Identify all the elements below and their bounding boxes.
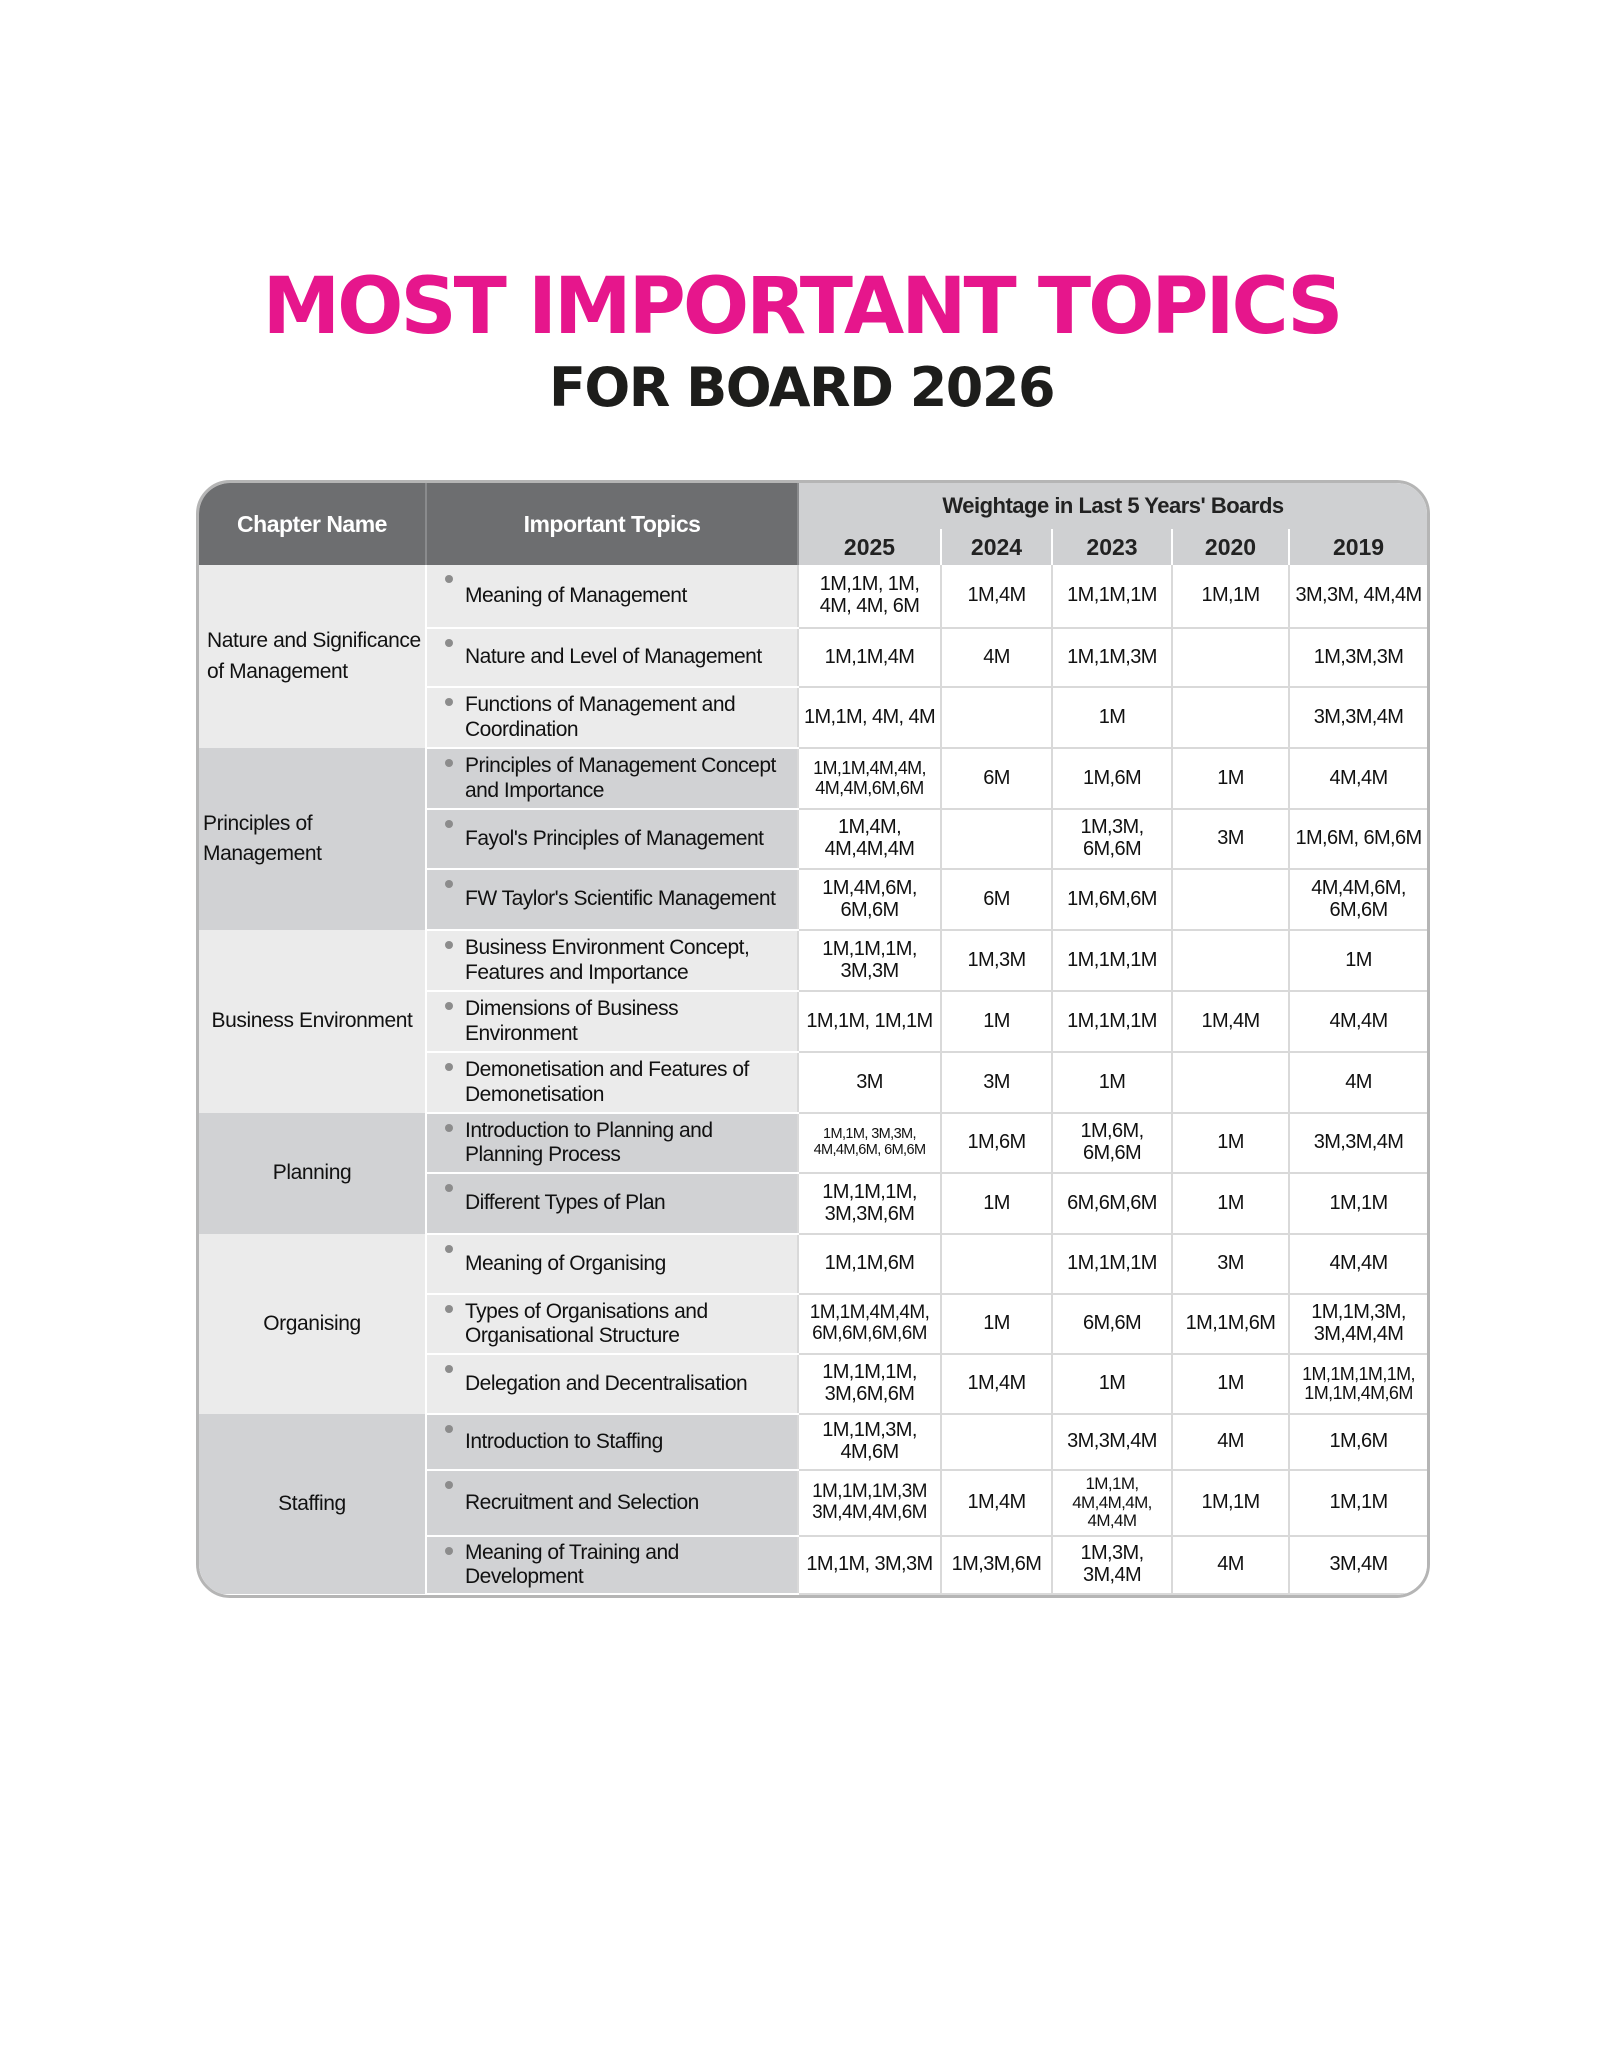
weightage-cell: 1M,6M, 6M,6M [1289,809,1427,869]
weightage-cell: 3M [941,1052,1052,1113]
weightage-cell: 1M,4M [941,565,1052,628]
year-header: 2019 [1289,529,1427,565]
weightage-cell: 1M [1052,1354,1172,1414]
weightage-cell: 1M [1172,748,1289,809]
bullet-icon [445,1002,453,1010]
weightage-cell: 1M [941,1173,1052,1234]
weightage-cell: 1M,4M [941,1354,1052,1414]
weightage-cell: 1M [1052,1052,1172,1113]
weightage-cell: 1M,4M, 4M,4M,4M [798,809,941,869]
weightage-cell: 1M,1M, 4M, 4M [798,687,941,748]
weightage-cell: 1M,1M,1M,1M, 1M,1M,4M,6M [1289,1354,1427,1414]
bullet-icon [445,1184,453,1192]
table-row [199,1414,1427,1470]
weightage-cell: 1M [1172,1173,1289,1234]
chapter-name: Principles of Management [199,748,426,930]
weightage-cell: 1M,1M, 3M,3M [798,1536,941,1594]
topic-cell: Introduction to Planning and Planning Process [426,1113,798,1173]
bullet-icon [445,759,453,767]
column-header-chapter: Chapter Name [199,483,426,565]
weightage-cell: 1M,1M,4M,4M, 6M,6M,6M,6M [798,1294,941,1354]
weightage-cell: 1M,1M, 3M,3M, 4M,4M,6M, 6M,6M [798,1113,941,1173]
bullet-icon [445,639,453,647]
weightage-cell: 1M,3M [941,930,1052,991]
weightage-cell: 1M [1052,687,1172,748]
weightage-cell: 1M,4M,6M, 6M,6M [798,869,941,930]
table-row [199,930,1427,991]
weightage-cell: 1M,1M,6M [1172,1294,1289,1354]
weightage-cell: 1M [941,1294,1052,1354]
weightage-cell: 1M,4M [1172,991,1289,1052]
weightage-cell: 1M,1M,1M [1052,1234,1172,1294]
weightage-cell [1172,628,1289,687]
column-header-topics: Important Topics [426,483,798,565]
weightage-cell: 4M,4M,6M, 6M,6M [1289,869,1427,930]
topic-cell: Dimensions of Business Environment [426,991,798,1052]
weightage-cell: 6M,6M,6M [1052,1173,1172,1234]
weightage-cell: 1M,3M,3M [1289,628,1427,687]
weightage-cell: 3M,3M,4M [1289,1113,1427,1173]
bullet-icon [445,1124,453,1132]
weightage-cell: 1M,1M,4M [798,628,941,687]
weightage-cell: 3M,3M,4M [1289,687,1427,748]
weightage-cell: 1M,1M [1172,565,1289,628]
chapter-name: Staffing [199,1414,426,1594]
weightage-cell: 3M [1172,1234,1289,1294]
weightage-cell: 1M,1M,1M, 3M,3M [798,930,941,991]
weightage-cell: 3M,4M [1289,1536,1427,1594]
page-title: MOST IMPORTANT TOPICS [262,262,1341,352]
weightage-cell [1172,869,1289,930]
weightage-cell: 1M,6M,6M [1052,869,1172,930]
year-header: 2023 [1052,529,1172,565]
topic-cell: Business Environment Concept, Features and Importance [426,930,798,991]
topic-cell: Meaning of Management [426,565,798,628]
weightage-cell: 1M,1M,3M, 3M,4M,4M [1289,1294,1427,1354]
weightage-cell: 4M,4M [1289,748,1427,809]
weightage-cell: 1M,1M,1M,3M 3M,4M,4M,6M [798,1470,941,1536]
weightage-cell: 1M,3M,6M [941,1536,1052,1594]
table-row [199,1113,1427,1173]
topic-cell: Fayol's Principles of Management [426,809,798,869]
weightage-cell: 1M,6M [941,1113,1052,1173]
topics-table [196,480,1430,1598]
weightage-cell: 1M,6M [1052,748,1172,809]
topic-cell: Recruitment and Selection [426,1470,798,1536]
bullet-icon [445,1425,453,1433]
weightage-cell: 3M,3M,4M [1052,1414,1172,1470]
weightage-cell: 4M,4M [1289,991,1427,1052]
chapter-name: Nature and Significance of Management [199,565,426,748]
weightage-cell: 6M,6M [1052,1294,1172,1354]
topic-cell: Delegation and Decentralisation [426,1354,798,1414]
year-header: 2020 [1172,529,1289,565]
bullet-icon [445,1547,453,1555]
weightage-cell [1172,1052,1289,1113]
weightage-cell: 1M,1M,3M, 4M,6M [798,1414,941,1470]
weightage-cell: 1M,1M,1M [1052,930,1172,991]
bullet-icon [445,880,453,888]
weightage-cell: 1M [1172,1354,1289,1414]
weightage-cell: 1M,1M, 1M, 4M, 4M, 6M [798,565,941,628]
weightage-cell: 1M,1M [1289,1173,1427,1234]
weightage-cell [941,1414,1052,1470]
weightage-cell: 1M,1M,1M [1052,991,1172,1052]
weightage-cell: 1M [941,991,1052,1052]
weightage-cell [941,1234,1052,1294]
column-header-weightage: Weightage in Last 5 Years' Boards [798,483,1427,529]
weightage-cell: 4M [1289,1052,1427,1113]
weightage-cell: 4M,4M [1289,1234,1427,1294]
topic-cell: Meaning of Organising [426,1234,798,1294]
weightage-cell [1172,687,1289,748]
bullet-icon [445,1481,453,1489]
weightage-cell: 6M [941,869,1052,930]
topic-cell: Introduction to Staffing [426,1414,798,1470]
chapter-name: Organising [199,1234,426,1414]
weightage-cell [1172,930,1289,991]
weightage-cell [941,809,1052,869]
topic-cell: Demonetisation and Features of Demonetisation [426,1052,798,1113]
bullet-icon [445,941,453,949]
year-header: 2024 [941,529,1052,565]
bullet-icon [445,698,453,706]
weightage-cell: 1M,6M, 6M,6M [1052,1113,1172,1173]
bullet-icon [445,575,453,583]
chapter-name: Business Environment [199,930,426,1113]
weightage-cell: 1M,3M, 6M,6M [1052,809,1172,869]
topic-cell: Types of Organisations and Organisational Structure [426,1294,798,1354]
year-header: 2025 [798,529,941,565]
weightage-cell: 1M,4M [941,1470,1052,1536]
weightage-cell: 3M [798,1052,941,1113]
weightage-cell: 1M,1M, 1M,1M [798,991,941,1052]
weightage-cell: 4M [941,628,1052,687]
topic-cell: Nature and Level of Management [426,628,798,687]
bullet-icon [445,1365,453,1373]
table-row [199,565,1427,628]
topic-cell: FW Taylor's Scientific Management [426,869,798,930]
weightage-cell: 1M [1172,1113,1289,1173]
weightage-cell: 6M [941,748,1052,809]
topic-cell: Principles of Management Concept and Importance [426,748,798,809]
weightage-cell: 1M,1M [1289,1470,1427,1536]
table-row [199,1234,1427,1294]
weightage-cell: 1M,1M, 4M,4M,4M, 4M,4M [1052,1470,1172,1536]
bullet-icon [445,1305,453,1313]
weightage-cell: 1M,1M,1M, 3M,6M,6M [798,1354,941,1414]
weightage-cell: 1M,1M,6M [798,1234,941,1294]
weightage-cell: 3M,3M, 4M,4M [1289,565,1427,628]
bullet-icon [445,1245,453,1253]
weightage-cell: 1M,1M [1172,1470,1289,1536]
chapter-name: Planning [199,1113,426,1234]
weightage-cell [941,687,1052,748]
topic-cell: Meaning of Training and Development [426,1536,798,1594]
weightage-cell: 1M,1M,1M, 3M,3M,6M [798,1173,941,1234]
table-row [199,748,1427,809]
topic-cell: Different Types of Plan [426,1173,798,1234]
weightage-cell: 1M,6M [1289,1414,1427,1470]
bullet-icon [445,1063,453,1071]
page-subtitle: FOR BOARD 2026 [548,356,1055,419]
weightage-cell: 1M [1289,930,1427,991]
bullet-icon [445,820,453,828]
topic-cell: Functions of Management and Coordination [426,687,798,748]
weightage-cell: 1M,1M,4M,4M, 4M,4M,6M,6M [798,748,941,809]
weightage-cell: 1M,1M,3M [1052,628,1172,687]
weightage-cell: 3M [1172,809,1289,869]
weightage-cell: 1M,3M, 3M,4M [1052,1536,1172,1594]
weightage-cell: 1M,1M,1M [1052,565,1172,628]
weightage-cell: 4M [1172,1536,1289,1594]
weightage-cell: 4M [1172,1414,1289,1470]
